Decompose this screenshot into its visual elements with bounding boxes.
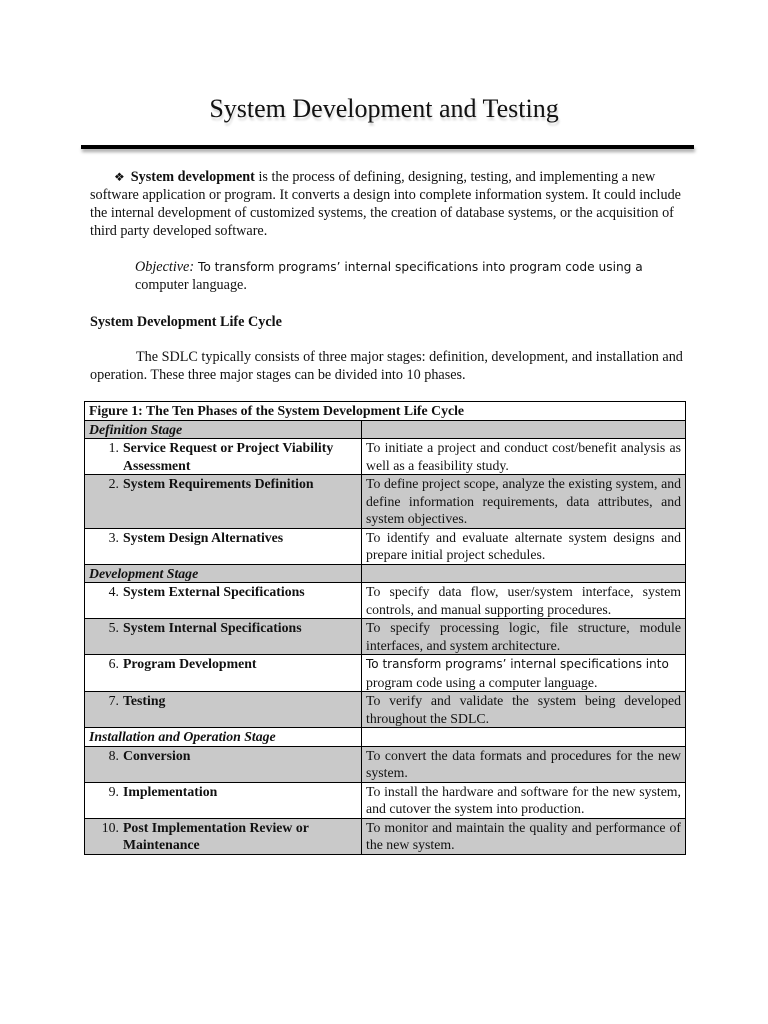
objective-paragraph <box>135 258 675 294</box>
page-title: System Development and Testing <box>209 94 559 123</box>
phase-description-line: To transform programs’ internal specifications into <box>366 657 669 671</box>
intro-paragraph <box>90 168 684 240</box>
stage-row-installation <box>85 728 686 747</box>
stage-label: Installation and Operation Stage <box>85 728 362 747</box>
phase-number: 3. <box>108 529 119 545</box>
phase-number: 2. <box>108 476 119 491</box>
table-row <box>85 528 686 564</box>
phase-name: Conversion <box>123 747 191 763</box>
stage-label: Definition Stage <box>85 420 362 439</box>
phase-description: To monitor and maintain the quality and performance of the new system. <box>362 818 686 854</box>
sdlc-paragraph: The SDLC typically consists of three major stages: definition, development, and installation and operation. These three major stages can be divided into 10 phases. <box>90 349 683 383</box>
objective-text: To transform programs’ internal specifications into program code using a <box>194 260 643 274</box>
stage-row-development <box>85 564 686 583</box>
table-row <box>85 583 686 619</box>
table-row <box>85 439 686 475</box>
objective-text-continued: computer language. <box>135 277 247 293</box>
phase-number: 7. <box>108 693 119 708</box>
sdlc-heading: System Development Life Cycle <box>90 314 282 330</box>
phase-number: 8. <box>108 747 119 763</box>
phase-description-line: program code using a computer language. <box>366 674 598 690</box>
phase-description <box>362 655 686 692</box>
phase-name: Program Development <box>123 656 257 671</box>
phase-number: 10. <box>101 819 119 835</box>
phase-description: To define project scope, analyze the existing system, and define information requirements, data attributes, and system objectives. <box>362 475 686 529</box>
phase-name: System External Specifications <box>123 584 305 599</box>
phase-name: Testing <box>123 693 166 708</box>
phase-description: To identify and evaluate alternate system designs and prepare initial project schedules. <box>362 528 686 564</box>
title-divider <box>81 145 694 149</box>
phase-number: 9. <box>108 783 119 799</box>
phase-name: Implementation <box>123 783 218 799</box>
phase-description: To convert the data formats and procedures for the new system. <box>362 746 686 782</box>
stage-label: Development Stage <box>85 564 362 583</box>
phase-description: To specify processing logic, file structure, module interfaces, and system architecture. <box>362 619 686 655</box>
stage-row-definition <box>85 420 686 439</box>
phase-name: System Design Alternatives <box>123 529 284 545</box>
table-row <box>85 655 686 692</box>
phase-number: 6. <box>108 656 119 671</box>
phase-number: 1. <box>108 440 119 455</box>
table-row <box>85 782 686 818</box>
phase-number: 5. <box>108 620 119 635</box>
phase-name: System Requirements Definition <box>123 476 314 491</box>
objective-label: Objective: <box>135 259 195 275</box>
table-row <box>85 692 686 728</box>
table-row <box>85 818 686 854</box>
phase-number: 4. <box>108 584 119 599</box>
phase-description: To initiate a project and conduct cost/benefit analysis as well as a feasibility study. <box>362 439 686 475</box>
intro-text: is the process of defining, designing, testing, and implementing a new software application or program. It converts a design into complete information system. It could include the internal development of customized systems, the creation of database systems, or the acquisition of third party developed software. <box>90 169 681 239</box>
phase-description: To verify and validate the system being developed throughout the SDLC. <box>362 692 686 728</box>
diamond-bullet-icon: ❖ <box>114 170 125 184</box>
table-row <box>85 475 686 529</box>
phase-description: To install the hardware and software for the new system, and cutover the system into production. <box>362 782 686 818</box>
phase-name: Service Request or Project Viability Assessment <box>123 440 334 473</box>
table-row <box>85 619 686 655</box>
phase-description: To specify data flow, user/system interface, system controls, and manual supporting procedures. <box>362 583 686 619</box>
table-row <box>85 746 686 782</box>
intro-term: System development <box>130 169 255 185</box>
sdlc-phases-table <box>84 401 686 855</box>
phase-name: System Internal Specifications <box>123 620 302 635</box>
table-caption: Figure 1: The Ten Phases of the System Development Life Cycle <box>85 402 686 421</box>
phase-name: Post Implementation Review or Maintenance <box>123 819 309 852</box>
